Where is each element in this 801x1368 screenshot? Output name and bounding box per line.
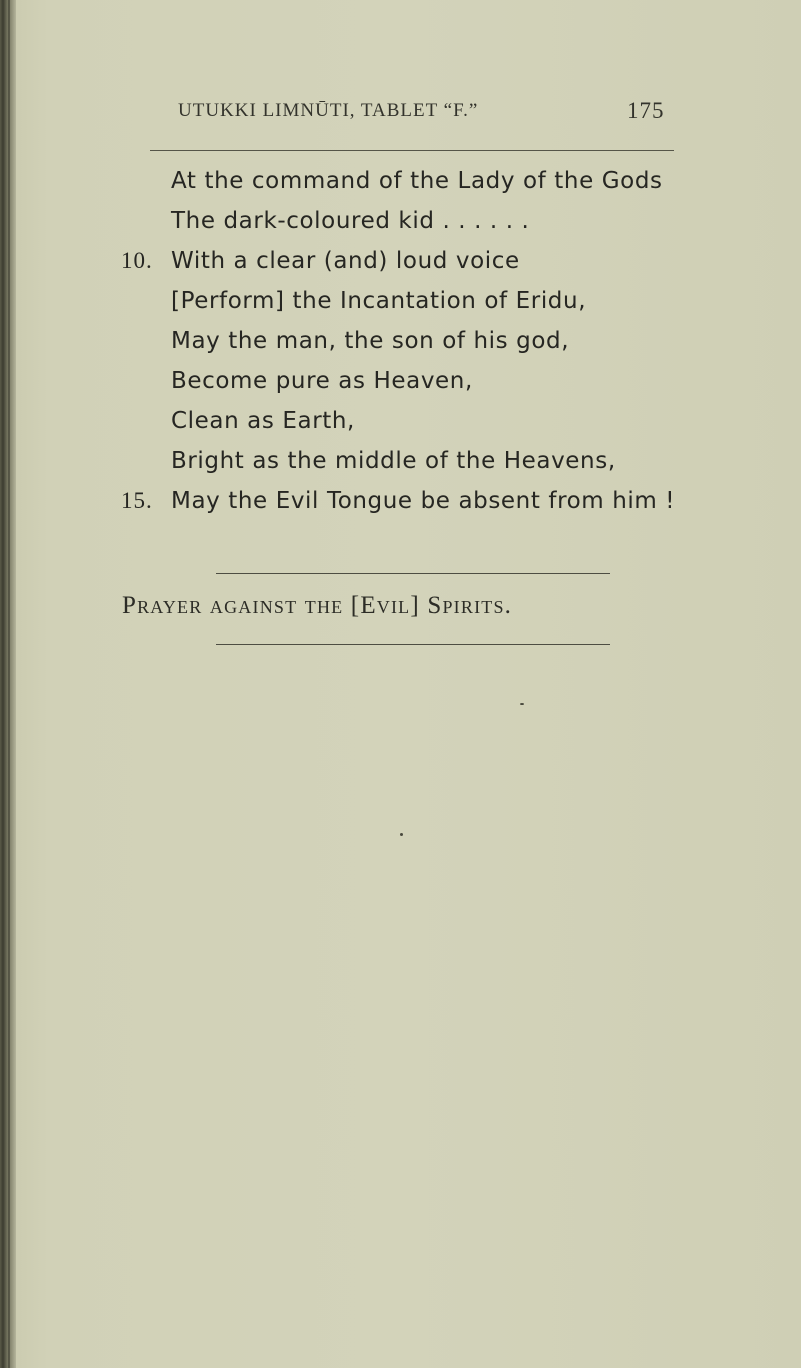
verse-text: May the Evil Tongue be absent from him ! [171,488,676,514]
verse-text: With a clear (and) loud voice [171,248,520,274]
header-rule [150,150,674,151]
verse-text: Clean as Earth, [171,408,355,434]
line-number: 15. [121,488,153,513]
section-rule-bottom [216,644,610,645]
running-head: UTUKKI LIMNŪTI, TABLET “F.” [178,100,479,121]
section-heading: Prayer against the [Evil] Spirits. [122,592,513,619]
verse-text: [Perform] the Incantation of Eridu, [171,288,587,314]
line-number: 10. [121,248,153,273]
paper-speck [520,703,524,705]
verse-text: The dark-coloured kid . . . . . . [171,208,530,234]
verse-text: Bright as the middle of the Heavens, [171,448,616,474]
verse-text: May the man, the son of his god, [171,328,570,354]
page-binding-edge [0,0,16,1368]
section-rule-top [216,573,610,574]
verse-text: At the command of the Lady of the Gods [171,168,663,194]
page-number: 175 [627,98,665,123]
paper-speck [400,833,403,836]
verse-text: Become pure as Heaven, [171,368,473,394]
